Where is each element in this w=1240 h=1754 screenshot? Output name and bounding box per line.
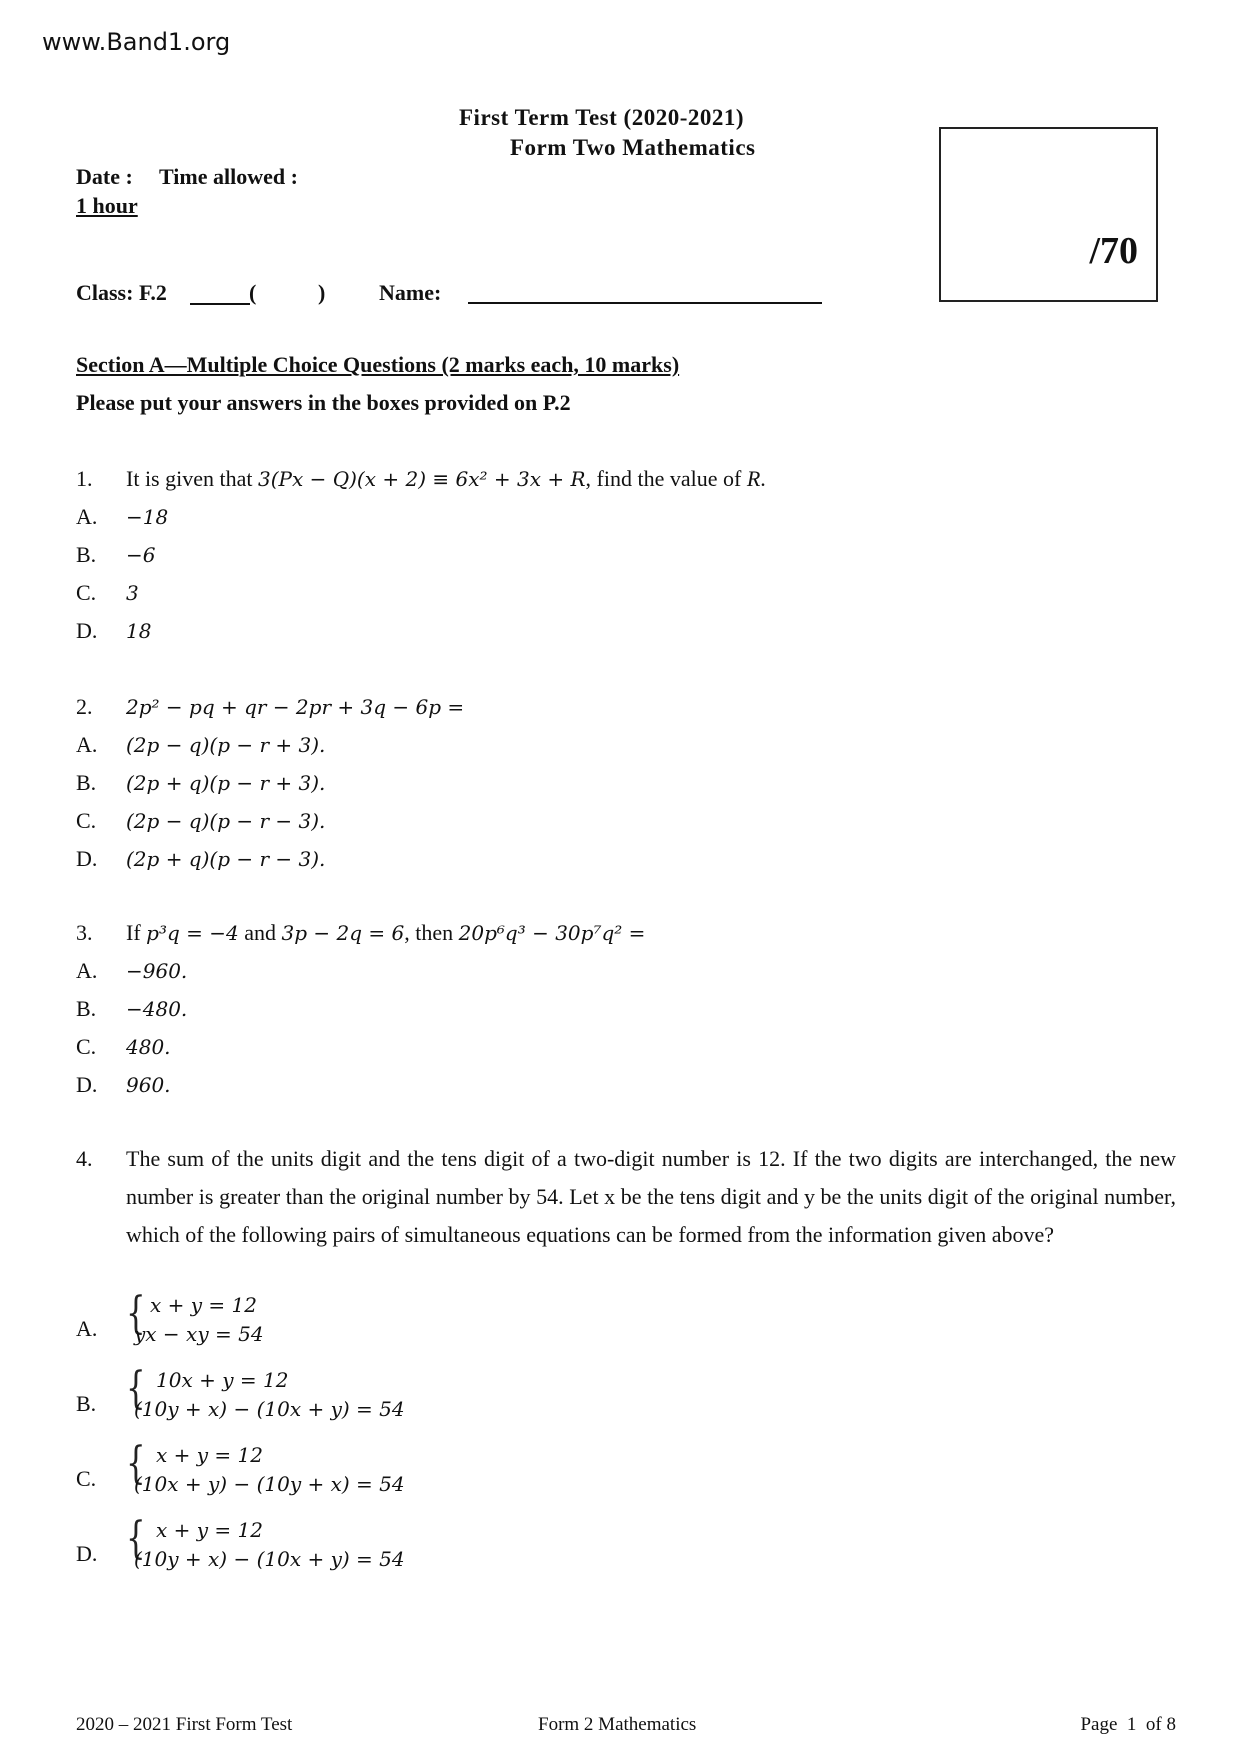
stem-math: 3p − 2q = 6 [281, 921, 405, 945]
question-1-number: 1. [76, 466, 93, 491]
stem-math: 3(Px − Q)(x + 2) ≡ 6x² + 3x + R [257, 467, 586, 491]
option-q4-b-eq2[interactable]: (10y + x) − (10x + y) = 54 [134, 1397, 405, 1421]
question-2-number: 2. [76, 694, 93, 719]
question-4-stem: The sum of the units digit and the tens digit of a two-digit number is 12. If the two digits are interchanged, the new number is greater than the original number by 54. Let x be the tens digit and y be the units digit of the original number, which of the following pairs of simultaneous equations can be formed from the information given above? [126, 1146, 1176, 1247]
option-label: A. [76, 958, 98, 983]
option-q3-a[interactable]: −960. [126, 959, 188, 983]
stem-text: . [760, 466, 766, 491]
option-q4-c-eq2[interactable]: (10x + y) − (10y + x) = 54 [134, 1472, 405, 1496]
score-box [939, 127, 1158, 302]
option-label: D. [76, 846, 98, 871]
question-3-stem [126, 920, 645, 946]
option-label: A. [76, 504, 98, 529]
option-label: C. [76, 580, 97, 605]
date-label: Date : [76, 164, 133, 189]
stem-math: p³q = −4 [146, 921, 239, 945]
footer-center: Form 2 Mathematics [538, 1714, 697, 1735]
test-subject: Form Two Mathematics [510, 135, 756, 160]
option-label: D. [76, 618, 98, 643]
stem-text: and [238, 920, 282, 945]
option-label: C. [76, 1034, 97, 1059]
watermark-url: www.Band1.org [42, 28, 231, 56]
name-label: Name: [379, 280, 442, 305]
stem-text: , then [404, 920, 459, 945]
option-q1-c[interactable]: 3 [126, 581, 139, 605]
name-blank[interactable] [468, 302, 822, 304]
class-paren-close: ) [318, 280, 326, 305]
option-label: C. [76, 1466, 97, 1491]
question-4-number: 4. [76, 1146, 93, 1171]
test-title: First Term Test (2020-2021) [459, 105, 745, 130]
question-1-stem [126, 466, 766, 492]
option-label: C. [76, 808, 97, 833]
left-brace-icon: { [126, 1363, 146, 1414]
score-total: /70 [1089, 230, 1138, 272]
class-paren-open: ( [249, 280, 257, 305]
stem-variable: R [746, 466, 761, 491]
option-q3-c[interactable]: 480. [126, 1035, 171, 1059]
left-brace-icon: { [126, 1288, 146, 1339]
option-q4-d-eq1[interactable]: x + y = 12 [156, 1518, 263, 1542]
option-q4-a-eq2[interactable]: yx − xy = 54 [134, 1322, 264, 1346]
option-q4-a-eq1[interactable]: x + y = 12 [150, 1293, 257, 1317]
option-q2-c[interactable]: (2p − q)(p − r − 3). [126, 809, 326, 833]
option-q1-b[interactable]: −6 [126, 543, 156, 567]
option-label: B. [76, 542, 97, 567]
option-q1-a[interactable]: −18 [126, 505, 169, 529]
class-blank[interactable] [190, 303, 250, 305]
option-q3-d[interactable]: 960. [126, 1073, 171, 1097]
option-q2-d[interactable]: (2p + q)(p − r − 3). [126, 847, 326, 871]
time-allowed-value: 1 hour [76, 193, 138, 218]
time-allowed-label: Time allowed : [159, 164, 298, 189]
option-q4-c-eq1[interactable]: x + y = 12 [156, 1443, 263, 1467]
option-label: A. [76, 732, 98, 757]
option-q2-a[interactable]: (2p − q)(p − r + 3). [126, 733, 326, 757]
stem-math: 20p⁶q³ − 30p⁷q² = [458, 921, 646, 945]
option-q3-b[interactable]: −480. [126, 997, 188, 1021]
option-label: B. [76, 770, 97, 795]
left-brace-icon: { [126, 1513, 146, 1564]
question-3-number: 3. [76, 920, 93, 945]
option-label: D. [76, 1541, 98, 1566]
footer-left: 2020 – 2021 First Form Test [76, 1714, 293, 1735]
question-2-stem: 2p² − pq + qr − 2pr + 3q − 6p = [126, 695, 465, 719]
left-brace-icon: { [126, 1438, 146, 1489]
option-q4-b-eq1[interactable]: 10x + y = 12 [156, 1368, 289, 1392]
option-label: A. [76, 1316, 98, 1341]
section-heading: Section A—Multiple Choice Questions (2 marks each, 10 marks) [76, 352, 680, 377]
option-q2-b[interactable]: (2p + q)(p − r + 3). [126, 771, 326, 795]
footer-page-number: Page 1 of 8 [1080, 1714, 1176, 1735]
stem-text: , find the value of [585, 466, 747, 491]
option-label: B. [76, 996, 97, 1021]
stem-text: If [126, 920, 147, 945]
option-q1-d[interactable]: 18 [126, 619, 152, 643]
class-label: Class: F.2 [76, 280, 167, 305]
option-q4-d-eq2[interactable]: (10y + x) − (10x + y) = 54 [134, 1547, 405, 1571]
stem-text: It is given that [126, 466, 258, 491]
option-label: D. [76, 1072, 98, 1097]
option-label: B. [76, 1391, 97, 1416]
section-instruction: Please put your answers in the boxes provided on P.2 [76, 390, 571, 415]
